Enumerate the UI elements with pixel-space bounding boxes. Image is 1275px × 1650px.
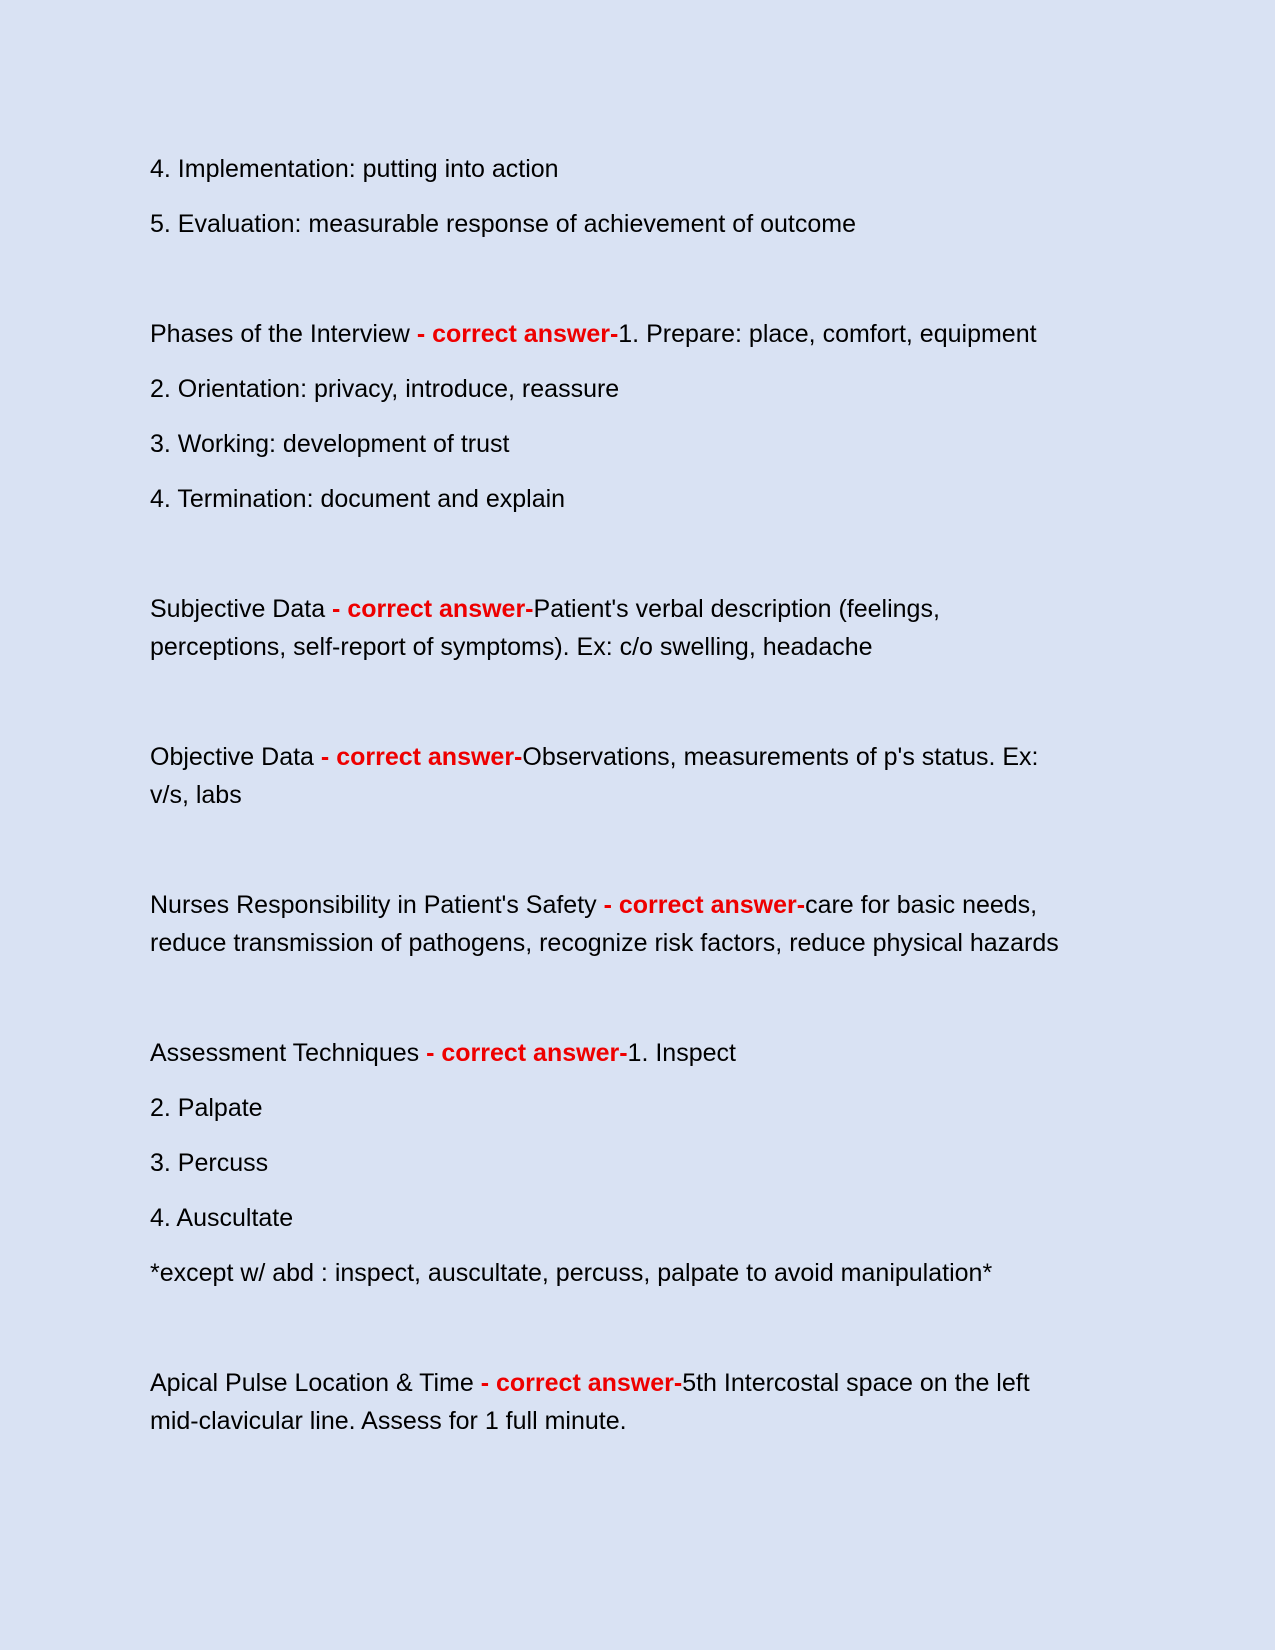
objective-answer-line2: v/s, labs — [150, 781, 242, 809]
implementation-line: 4. Implementation: putting into action — [150, 155, 559, 183]
assessment-term: Assessment Techniques — [150, 1039, 427, 1067]
subjective-entry — [150, 590, 940, 628]
interview-first-phase: 1. Prepare: place, comfort, equipment — [618, 320, 1037, 348]
subjective-answer-line2: perceptions, self-report of symptoms). Ex: c/o swelling, headache — [150, 633, 873, 661]
apical-answer-line1: 5th Intercostal space on the left — [682, 1369, 1030, 1397]
correct-answer-label: - correct answer- — [603, 891, 806, 919]
interview-phase-orientation: 2. Orientation: privacy, introduce, reassure — [150, 375, 620, 403]
objective-term: Objective Data — [150, 743, 321, 771]
interview-phase-termination: 4. Termination: document and explain — [150, 485, 566, 513]
evaluation-line: 5. Evaluation: measurable response of achievement of outcome — [150, 210, 856, 238]
correct-answer-label: - correct answer- — [332, 595, 534, 623]
safety-entry — [150, 886, 1037, 924]
safety-answer-line2: reduce transmission of pathogens, recognize risk factors, reduce physical hazards — [150, 929, 1059, 957]
correct-answer-label: - correct answer- — [416, 320, 619, 348]
subjective-answer-line1: Patient's verbal description (feelings, — [533, 595, 940, 623]
assessment-entry — [150, 1034, 736, 1072]
subjective-term: Subjective Data — [150, 595, 333, 623]
objective-answer-line1: Observations, measurements of p's status. Ex: — [522, 743, 1039, 771]
assessment-first-technique: 1. Inspect — [627, 1039, 736, 1067]
assessment-abdomen-note: *except w/ abd : inspect, auscultate, percuss, palpate to avoid manipulation* — [150, 1259, 993, 1287]
interview-entry — [150, 315, 1037, 353]
apical-answer-line2: mid-clavicular line. Assess for 1 full minute. — [150, 1407, 627, 1435]
correct-answer-label: - correct answer- — [426, 1039, 628, 1067]
correct-answer-label: - correct answer- — [320, 743, 523, 771]
safety-term: Nurses Responsibility in Patient's Safety — [150, 891, 604, 919]
apical-term: Apical Pulse Location & Time — [150, 1369, 481, 1397]
assessment-technique-palpate: 2. Palpate — [150, 1094, 263, 1122]
interview-phase-working: 3. Working: development of trust — [150, 430, 510, 458]
correct-answer-label: - correct answer- — [480, 1369, 683, 1397]
objective-entry — [150, 738, 1039, 776]
assessment-technique-percuss: 3. Percuss — [150, 1149, 269, 1177]
safety-answer-line1: care for basic needs, — [805, 891, 1038, 919]
assessment-technique-auscultate: 4. Auscultate — [150, 1204, 294, 1232]
apical-entry — [150, 1364, 1030, 1402]
interview-term: Phases of the Interview — [150, 320, 417, 348]
